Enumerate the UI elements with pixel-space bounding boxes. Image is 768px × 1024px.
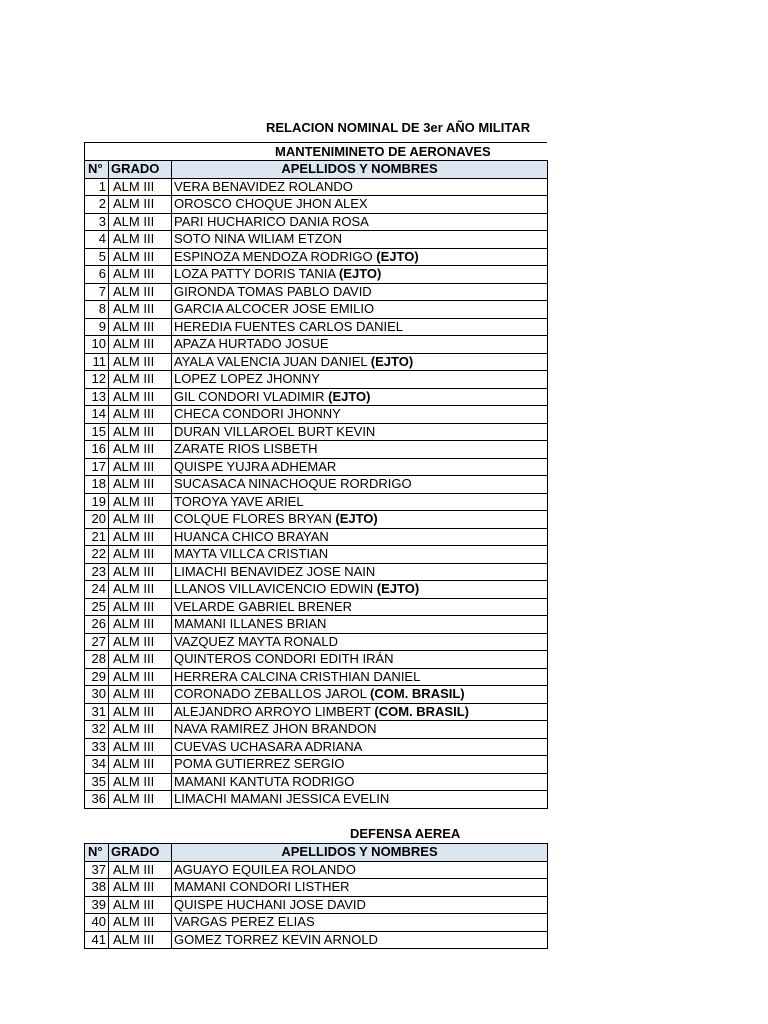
table-row	[85, 861, 548, 879]
cell-grado: ALM III	[109, 668, 172, 686]
cell-name	[172, 563, 548, 581]
table-row	[85, 353, 548, 371]
person-name: AGUAYO EQUILEA ROLANDO	[174, 861, 356, 877]
person-name: LIMACHI MAMANI JESSICA EVELIN	[174, 791, 390, 807]
cell-grado: ALM III	[109, 213, 172, 231]
cell-name	[172, 213, 548, 231]
cell-n: 28	[85, 651, 109, 669]
cell-name	[172, 423, 548, 441]
cell-name	[172, 266, 548, 284]
cell-name	[172, 178, 548, 196]
cell-n: 41	[85, 931, 109, 949]
cell-n: 6	[85, 266, 109, 284]
header-grado: GRADO	[109, 844, 172, 862]
table-row	[85, 721, 548, 739]
cell-n: 4	[85, 231, 109, 249]
cell-name	[172, 353, 548, 371]
table-row	[85, 773, 548, 791]
cell-name	[172, 616, 548, 634]
table-header-row	[85, 161, 548, 179]
cell-n: 24	[85, 581, 109, 599]
person-name: GOMEZ TORREZ KEVIN ARNOLD	[174, 931, 378, 947]
cell-grado: ALM III	[109, 248, 172, 266]
cell-grado: ALM III	[109, 178, 172, 196]
roster-table	[84, 160, 548, 809]
table-row	[85, 178, 548, 196]
person-name: ESPINOZA MENDOZA RODRIGO	[174, 248, 373, 264]
table-row	[85, 668, 548, 686]
header-name: APELLIDOS Y NOMBRES	[172, 161, 548, 179]
table-row	[85, 336, 548, 354]
person-name: HEREDIA FUENTES CARLOS DANIEL	[174, 318, 403, 334]
affiliation-tag: (EJTO)	[328, 388, 371, 404]
affiliation-tag: (EJTO)	[376, 581, 420, 597]
cell-grado: ALM III	[109, 563, 172, 581]
cell-name	[172, 914, 548, 932]
table-row	[85, 283, 548, 301]
cell-n: 29	[85, 668, 109, 686]
table-row	[85, 546, 548, 564]
table-row	[85, 633, 548, 651]
table-body	[85, 861, 548, 949]
table-row	[85, 686, 548, 704]
table-row	[85, 879, 548, 897]
cell-n: 1	[85, 178, 109, 196]
cell-n: 13	[85, 388, 109, 406]
cell-grado: ALM III	[109, 651, 172, 669]
person-name: QUINTEROS CONDORI EDITH IRÁN	[174, 651, 394, 667]
cell-grado: ALM III	[109, 371, 172, 389]
cell-n: 33	[85, 738, 109, 756]
cell-n: 20	[85, 511, 109, 529]
table-row	[85, 616, 548, 634]
person-name: CUEVAS UCHASARA ADRIANA	[174, 738, 363, 754]
cell-grado: ALM III	[109, 511, 172, 529]
person-name: MAYTA VILLCA CRISTIAN	[174, 546, 329, 562]
person-name: MAMANI CONDORI LISTHER	[174, 879, 350, 895]
cell-n: 16	[85, 441, 109, 459]
cell-grado: ALM III	[109, 283, 172, 301]
person-name: POMA GUTIERREZ SERGIO	[174, 756, 345, 772]
cell-grado: ALM III	[109, 686, 172, 704]
cell-name	[172, 651, 548, 669]
cell-grado: ALM III	[109, 423, 172, 441]
table-row	[85, 791, 548, 809]
cell-name	[172, 196, 548, 214]
cell-grado: ALM III	[109, 301, 172, 319]
person-name: AYALA VALENCIA JUAN DANIEL	[174, 353, 368, 369]
cell-name	[172, 458, 548, 476]
person-name: MAMANI ILLANES BRIAN	[174, 616, 327, 632]
cell-grado: ALM III	[109, 353, 172, 371]
cell-name	[172, 231, 548, 249]
person-name: SOTO NINA WILIAM ETZON	[174, 231, 343, 247]
table-header-row	[85, 844, 548, 862]
affiliation-tag: (EJTO)	[338, 266, 382, 282]
cell-n: 19	[85, 493, 109, 511]
cell-n: 23	[85, 563, 109, 581]
table-row	[85, 738, 548, 756]
cell-n: 21	[85, 528, 109, 546]
cell-name	[172, 388, 548, 406]
cell-grado: ALM III	[109, 721, 172, 739]
cell-name	[172, 476, 548, 494]
cell-n: 30	[85, 686, 109, 704]
table-row	[85, 493, 548, 511]
cell-name	[172, 738, 548, 756]
cell-n: 36	[85, 791, 109, 809]
table-row	[85, 703, 548, 721]
cell-grado: ALM III	[109, 388, 172, 406]
cell-n: 31	[85, 703, 109, 721]
person-name: ZARATE RIOS LISBETH	[174, 441, 318, 457]
header-n: N°	[85, 161, 109, 179]
cell-grado: ALM III	[109, 231, 172, 249]
table-row	[85, 458, 548, 476]
cell-n: 5	[85, 248, 109, 266]
header-grado: GRADO	[109, 161, 172, 179]
cell-name	[172, 493, 548, 511]
cell-n: 22	[85, 546, 109, 564]
table-row	[85, 528, 548, 546]
person-name: HUANCA CHICO BRAYAN	[174, 528, 329, 544]
person-name: TOROYA YAVE ARIEL	[174, 493, 304, 509]
affiliation-tag: (EJTO)	[376, 248, 419, 264]
cell-name	[172, 318, 548, 336]
cell-grado: ALM III	[109, 703, 172, 721]
person-name: VERA BENAVIDEZ ROLANDO	[174, 178, 353, 194]
cell-name	[172, 511, 548, 529]
cell-grado: ALM III	[109, 196, 172, 214]
section-title: MANTENIMINETO DE AERONAVES	[84, 142, 547, 160]
person-name: VARGAS PEREZ ELIAS	[174, 914, 315, 930]
table-row	[85, 441, 548, 459]
cell-grado: ALM III	[109, 931, 172, 949]
affiliation-tag: (EJTO)	[335, 511, 378, 527]
cell-grado: ALM III	[109, 879, 172, 897]
table-row	[85, 511, 548, 529]
cell-grado: ALM III	[109, 493, 172, 511]
cell-n: 2	[85, 196, 109, 214]
header-name: APELLIDOS Y NOMBRES	[172, 844, 548, 862]
cell-grado: ALM III	[109, 738, 172, 756]
cell-grado: ALM III	[109, 336, 172, 354]
cell-n: 39	[85, 896, 109, 914]
cell-name	[172, 406, 548, 424]
table-row	[85, 914, 548, 932]
cell-n: 32	[85, 721, 109, 739]
person-name: PARI HUCHARICO DANIA ROSA	[174, 213, 369, 229]
table-row	[85, 756, 548, 774]
cell-n: 40	[85, 914, 109, 932]
cell-name	[172, 668, 548, 686]
person-name: APAZA HURTADO JOSUE	[174, 336, 329, 352]
cell-name	[172, 248, 548, 266]
table-row	[85, 931, 548, 949]
cell-grado: ALM III	[109, 633, 172, 651]
person-name: GIRONDA TOMAS PABLO DAVID	[174, 283, 372, 299]
person-name: QUISPE YUJRA ADHEMAR	[174, 458, 337, 474]
cell-grado: ALM III	[109, 581, 172, 599]
cell-n: 9	[85, 318, 109, 336]
table-row	[85, 248, 548, 266]
person-name: VAZQUEZ MAYTA RONALD	[174, 633, 338, 649]
cell-name	[172, 283, 548, 301]
table-row	[85, 598, 548, 616]
person-name: GARCIA ALCOCER JOSE EMILIO	[174, 301, 375, 317]
cell-n: 35	[85, 773, 109, 791]
document-title: RELACION NOMINAL DE 3er AÑO MILITAR	[266, 120, 531, 135]
cell-n: 27	[85, 633, 109, 651]
cell-name	[172, 336, 548, 354]
person-name: OROSCO CHOQUE JHON ALEX	[174, 196, 368, 212]
cell-grado: ALM III	[109, 914, 172, 932]
cell-n: 7	[85, 283, 109, 301]
cell-grado: ALM III	[109, 546, 172, 564]
cell-grado: ALM III	[109, 861, 172, 879]
affiliation-tag: (EJTO)	[370, 353, 414, 369]
table-row	[85, 406, 548, 424]
cell-n: 12	[85, 371, 109, 389]
cell-name	[172, 441, 548, 459]
cell-n: 14	[85, 406, 109, 424]
cell-grado: ALM III	[109, 791, 172, 809]
cell-name	[172, 528, 548, 546]
person-name: HERRERA CALCINA CRISTHIAN DANIEL	[174, 668, 421, 684]
person-name: CORONADO ZEBALLOS JAROL	[174, 686, 367, 702]
section-defensa-aerea	[84, 825, 547, 949]
cell-grado: ALM III	[109, 441, 172, 459]
table-row	[85, 896, 548, 914]
table-row	[85, 213, 548, 231]
cell-name	[172, 773, 548, 791]
cell-grado: ALM III	[109, 476, 172, 494]
section-title: DEFENSA AEREA	[350, 826, 461, 841]
table-row	[85, 476, 548, 494]
cell-name	[172, 879, 548, 897]
table-row	[85, 196, 548, 214]
cell-name	[172, 756, 548, 774]
cell-grado: ALM III	[109, 896, 172, 914]
cell-grado: ALM III	[109, 528, 172, 546]
cell-name	[172, 581, 548, 599]
cell-grado: ALM III	[109, 616, 172, 634]
cell-name	[172, 721, 548, 739]
person-name: COLQUE FLORES BRYAN	[174, 511, 332, 527]
cell-name	[172, 633, 548, 651]
cell-n: 11	[85, 353, 109, 371]
cell-n: 8	[85, 301, 109, 319]
table-row	[85, 301, 548, 319]
cell-n: 15	[85, 423, 109, 441]
table-body	[85, 178, 548, 808]
table-row	[85, 651, 548, 669]
table-row	[85, 388, 548, 406]
cell-name	[172, 931, 548, 949]
affiliation-tag: (COM. BRASIL)	[370, 686, 465, 702]
cell-grado: ALM III	[109, 458, 172, 476]
cell-n: 38	[85, 879, 109, 897]
person-name: LLANOS VILLAVICENCIO EDWIN	[174, 581, 374, 597]
cell-name	[172, 686, 548, 704]
cell-name	[172, 546, 548, 564]
person-name: SUCASACA NINACHOQUE RORDRIGO	[174, 476, 412, 492]
person-name: LIMACHI BENAVIDEZ JOSE NAIN	[174, 563, 376, 579]
table-row	[85, 318, 548, 336]
cell-n: 3	[85, 213, 109, 231]
cell-name	[172, 791, 548, 809]
header-n: N°	[85, 844, 109, 862]
cell-name	[172, 598, 548, 616]
person-name: GIL CONDORI VLADIMIR	[174, 388, 329, 404]
cell-n: 25	[85, 598, 109, 616]
person-name: VELARDE GABRIEL BRENER	[174, 598, 352, 614]
person-name: MAMANI KANTUTA RODRIGO	[174, 773, 355, 789]
person-name: LOZA PATTY DORIS TANIA	[174, 266, 336, 282]
cell-grado: ALM III	[109, 598, 172, 616]
cell-grado: ALM III	[109, 756, 172, 774]
person-name: DURAN VILLAROEL BURT KEVIN	[174, 423, 376, 439]
cell-n: 17	[85, 458, 109, 476]
person-name: NAVA RAMIREZ JHON BRANDON	[174, 721, 377, 737]
cell-grado: ALM III	[109, 318, 172, 336]
cell-name	[172, 896, 548, 914]
table-row	[85, 266, 548, 284]
table-row	[85, 423, 548, 441]
cell-n: 37	[85, 861, 109, 879]
table-row	[85, 581, 548, 599]
cell-name	[172, 861, 548, 879]
table-row	[85, 371, 548, 389]
cell-name	[172, 301, 548, 319]
roster-table	[84, 843, 548, 949]
cell-n: 10	[85, 336, 109, 354]
section-mantenimiento	[84, 142, 547, 809]
cell-n: 34	[85, 756, 109, 774]
cell-name	[172, 703, 548, 721]
cell-grado: ALM III	[109, 406, 172, 424]
table-row	[85, 231, 548, 249]
table-row	[85, 563, 548, 581]
cell-n: 18	[85, 476, 109, 494]
person-name: LOPEZ LOPEZ JHONNY	[174, 371, 320, 387]
person-name: ALEJANDRO ARROYO LIMBERT	[174, 703, 371, 719]
cell-name	[172, 371, 548, 389]
cell-n: 26	[85, 616, 109, 634]
person-name: CHECA CONDORI JHONNY	[174, 406, 341, 422]
person-name: QUISPE HUCHANI JOSE DAVID	[174, 896, 366, 912]
affiliation-tag: (COM. BRASIL)	[374, 703, 469, 719]
cell-grado: ALM III	[109, 773, 172, 791]
cell-grado: ALM III	[109, 266, 172, 284]
